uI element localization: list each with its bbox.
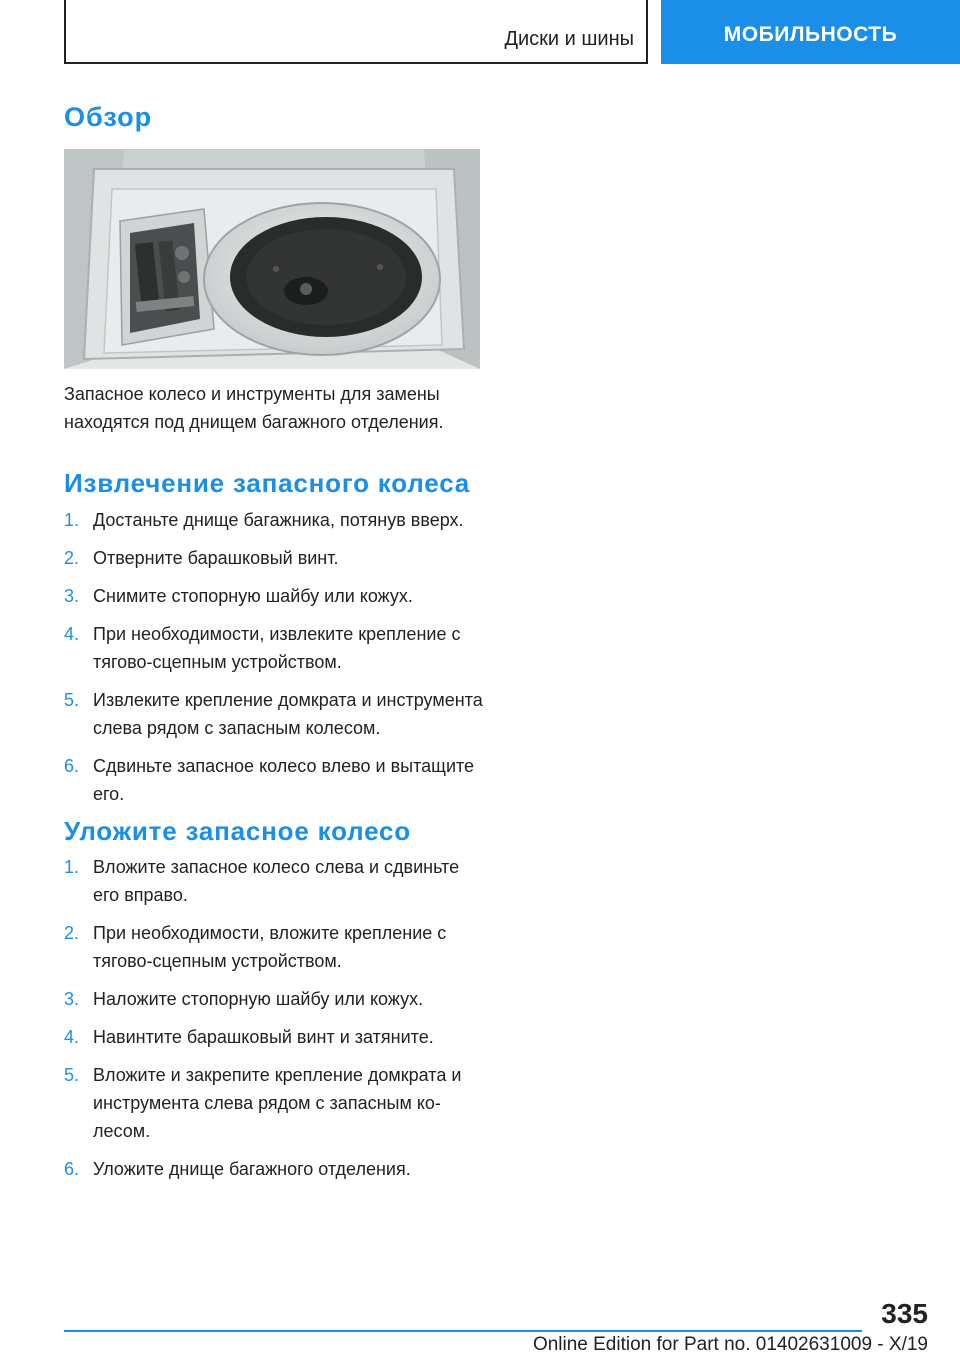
step-number: 3. [64,586,80,606]
step-text: Сдвиньте запасное колесо влево и вытащите его. [93,756,475,804]
step-text: Навинтите барашковый винт и затяните. [93,1027,434,1047]
list-item [64,752,484,808]
step-number: 1. [64,510,80,530]
list-item [64,853,484,909]
list-item [64,919,484,975]
list-item [64,1023,484,1051]
step-number: 4. [64,624,80,644]
list-item [64,686,484,742]
footer-divider [64,1330,862,1332]
overview-heading: Обзор [64,102,153,132]
step-text: Достаньте днище багажника, потянув вверх. [93,510,464,530]
list-item [64,582,484,610]
header-section-box [64,0,648,64]
step-text: Наложите стопорную шайбу или кожух. [93,989,424,1009]
step-number: 2. [64,548,80,568]
step-number: 4. [64,1027,80,1047]
step-number: 2. [64,923,80,943]
step-text: При необходимости, извлеките крепление с тягово-сцепным устройством. [93,624,461,672]
list-item [64,1155,484,1183]
list-item [64,506,484,534]
overview-caption: Запасное колесо и инструменты для замены находятся под днищем багажного отделения. [64,384,444,432]
step-number: 5. [64,690,80,710]
list-item [64,544,484,572]
step-text: Отверните барашковый винт. [93,548,339,568]
step-text: Вложите и закрепите крепление домкрата и инструмента слева рядом с запасным колесом. [93,1065,462,1141]
trunk-illustration [64,149,480,369]
spare-wheel-trunk-photo [64,149,480,369]
remove-steps-list [64,506,484,818]
edition-footer: Online Edition for Part no. 01402631009 - X/19 [532,1334,928,1355]
step-text: Извлеките крепление домкрата и инструмента слева рядом с запасным колесом. [93,690,483,738]
step-number: 6. [64,1159,80,1179]
step-text: При необходимости, вложите крепление с тягово-сцепным устройством. [93,923,447,971]
chapter-tab[interactable]: МОБИЛЬНОСТЬ [661,0,960,64]
step-number: 6. [64,756,80,776]
list-item [64,1061,484,1145]
page-number: 335 [881,1298,928,1329]
step-number: 5. [64,1065,80,1085]
list-item [64,620,484,676]
step-number: 3. [64,989,80,1009]
stow-steps-list [64,853,484,1193]
stow-heading: Уложите запасное колесо [64,816,411,846]
remove-heading: Извлечение запасного колеса [64,468,471,498]
step-text: Уложите днище багажного отделения. [93,1159,411,1179]
step-number: 1. [64,857,80,877]
step-text: Вложите запасное колесо слева и сдвиньте его вправо. [93,857,460,905]
list-item [64,985,484,1013]
section-label: Диски и шины [504,28,634,50]
step-text: Снимите стопорную шайбу или кожух. [93,586,413,606]
